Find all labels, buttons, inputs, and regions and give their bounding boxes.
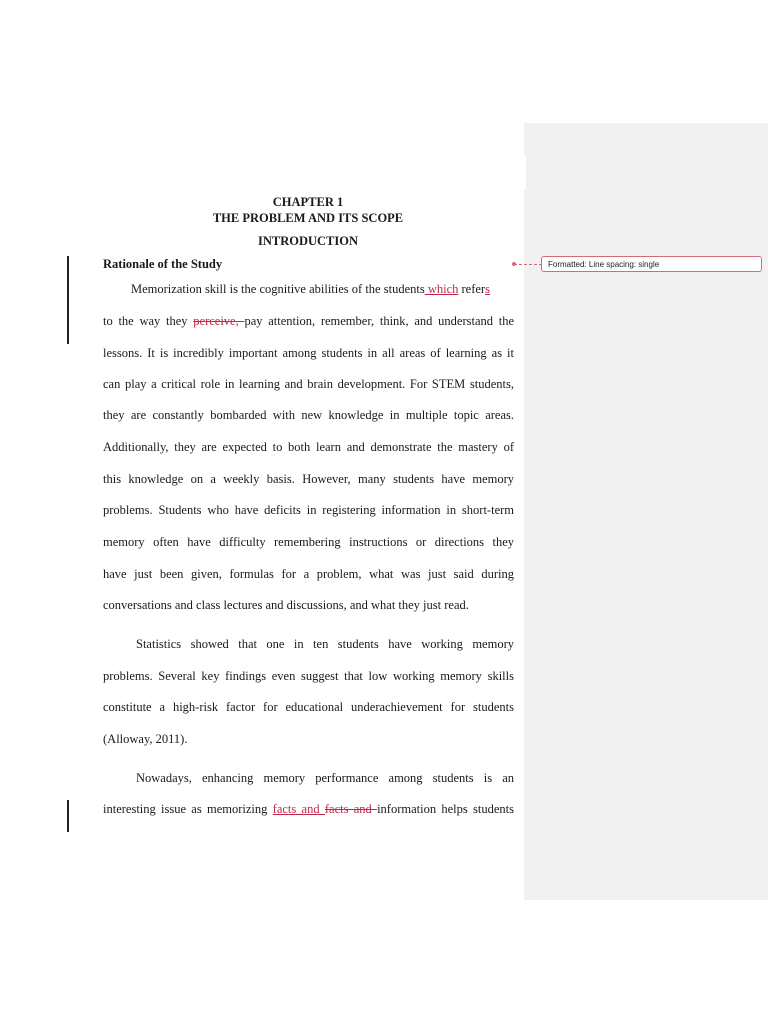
markup-pane [524,123,768,900]
paragraph-line: interesting issue as memorizing facts and facts and information helps students [103,802,514,816]
markup-pane-notch [520,155,526,190]
change-bar [67,800,69,832]
tracked-insertion[interactable]: s [485,282,490,296]
paragraph-line: Additionally, they are expected to both learn and demonstrate the mastery of [103,440,514,454]
paragraph-line: problems. Several key findings even suggest that low working memory skills [103,669,514,683]
paragraph-line: lessons. It is incredibly important among students in all areas of learning as it [103,346,514,360]
paragraph-line: constitute a high-risk factor for educational underachievement for students [103,700,514,714]
comment-anchor-dot [512,262,516,266]
subsection-heading: Rationale of the Study [103,257,223,271]
tracked-insertion[interactable]: which [424,282,459,296]
paragraph-line: to the way they perceive, pay attention, remember, think, and understand the [103,314,515,328]
paragraph-line: can play a critical role in learning and brain development. For STEM students, [103,377,514,391]
tracked-insertion[interactable]: facts and [272,802,325,816]
section-heading: INTRODUCTION [257,234,358,248]
paragraph-line: memory often have difficulty remembering instructions or directions they [103,535,514,549]
paragraph-line: conversations and class lectures and discussions, and what they just read. [103,598,469,612]
tracked-deletion[interactable]: perceive, [193,314,245,328]
comment-connector-line [514,264,542,265]
paragraph-line: this knowledge on a weekly basis. However, many students have memory [103,472,514,486]
tracked-deletion[interactable]: facts and [324,802,378,816]
paragraph-line: they are constantly bombarded with new knowledge in multiple topic areas. [103,408,514,422]
change-bar [67,256,69,344]
chapter-heading: CHAPTER 1 [272,195,344,209]
formatting-comment-balloon[interactable] [541,256,762,272]
paragraph-line: Nowadays, enhancing memory performance among students is an [136,771,514,785]
comment-text: Formatted: Line spacing: single [548,260,660,269]
paragraph-line: (Alloway, 2011). [103,732,188,746]
paragraph-line: problems. Students who have deficits in registering information in short-term [103,503,514,517]
paragraph-line: Memorization skill is the cognitive abilities of the students which refers [131,282,490,296]
paragraph-line: have just been given, formulas for a problem, what was just said during [103,567,514,581]
chapter-title: THE PROBLEM AND ITS SCOPE [212,211,404,225]
paragraph-line: Statistics showed that one in ten students have working memory [136,637,514,651]
